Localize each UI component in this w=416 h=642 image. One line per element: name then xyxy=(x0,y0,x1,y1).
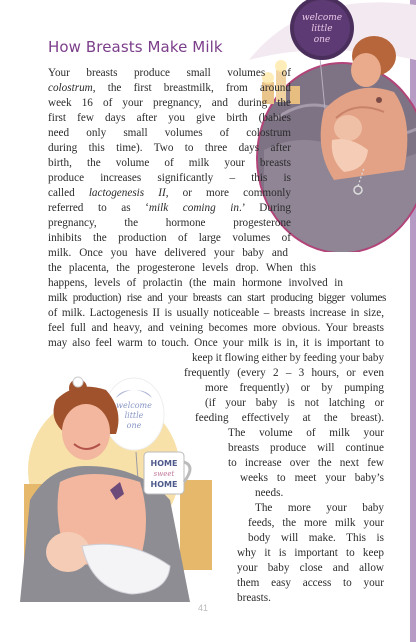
text-run: referred to as ‘ xyxy=(48,202,149,214)
text-run: feeding effectively at the breast). xyxy=(195,412,384,424)
body-line xyxy=(228,426,384,441)
text-run: birth, the volume of milk your breasts xyxy=(48,157,291,169)
text-run: the placenta, the progesterone levels drop. When this xyxy=(48,262,316,274)
mug-text-line1: HOME xyxy=(150,459,178,468)
balloon-bottom-text-line1: welcome xyxy=(116,401,152,410)
text-run: frequently (every 2 – 3 hours, or even xyxy=(184,367,384,379)
body-line xyxy=(48,306,384,321)
text-run: milk production) rise and your breasts can start producing bigger volumes xyxy=(48,292,386,304)
body-line xyxy=(255,501,384,516)
body-line xyxy=(205,381,384,396)
text-run: them easy access to your xyxy=(237,577,384,589)
home-sweet-home-mug xyxy=(144,452,190,494)
body-line xyxy=(48,201,291,216)
text-run: , the first breastmilk, from around xyxy=(92,82,291,94)
text-run: week 16 of your pregnancy, and during the xyxy=(48,97,291,109)
body-line xyxy=(48,231,291,246)
text-run: breasts produce will continue xyxy=(228,442,384,454)
text-run: needs. xyxy=(255,487,284,499)
body-line xyxy=(48,171,291,186)
body-line xyxy=(48,261,316,276)
body-line xyxy=(228,456,384,471)
text-run: feeds, the more milk your xyxy=(248,517,384,529)
italic-term: lactogenesis II xyxy=(88,187,166,199)
body-line xyxy=(195,411,384,426)
text-run: keep it flowing either by feeding your baby xyxy=(192,352,384,364)
body-line xyxy=(248,516,384,531)
text-run: body will make. This is xyxy=(248,532,384,544)
text-run: more frequently) or by pumping xyxy=(205,382,384,394)
balloon-text-line3: one xyxy=(313,35,331,45)
body-line xyxy=(228,441,384,456)
balloon-bottom-text-line3: one xyxy=(126,421,142,430)
mug-text-line2: sweet xyxy=(153,470,175,478)
text-run: The volume of milk your xyxy=(228,427,384,439)
body-line xyxy=(255,486,283,501)
body-line xyxy=(48,216,291,231)
italic-term: colostrum xyxy=(48,82,93,94)
text-run: to increase over the next few xyxy=(228,457,384,469)
text-run: feel full and heavy, and veining becomes more obvious. Your breasts xyxy=(48,322,384,334)
body-line xyxy=(48,111,291,126)
body-line xyxy=(237,576,384,591)
body-line xyxy=(48,186,291,201)
text-run: produce increases significantly – this is xyxy=(48,172,291,184)
text-run: may also feel warm to touch. Once your milk is in, it is important to xyxy=(48,337,384,349)
body-line xyxy=(205,396,384,411)
body-line xyxy=(237,561,384,576)
body-line xyxy=(48,96,291,111)
body-line xyxy=(184,366,384,381)
body-line xyxy=(240,471,384,486)
page-number: 41 xyxy=(198,603,209,613)
breastfeeding-illustration xyxy=(20,370,220,610)
text-run: happens, levels of prolactin (the main hormone involved in xyxy=(48,277,343,289)
body-line xyxy=(48,66,291,81)
body-line xyxy=(192,351,384,366)
text-run: your baby close and allow xyxy=(237,562,384,574)
body-line xyxy=(237,591,271,606)
body-line xyxy=(248,531,384,546)
text-run: need only small volumes of colostrum xyxy=(48,127,291,139)
text-run: Your breasts produce small volumes of xyxy=(48,67,291,79)
text-run: .’ During xyxy=(239,202,291,214)
text-run: breasts. xyxy=(237,592,271,604)
body-line xyxy=(48,156,291,171)
mug-text-line3: HOME xyxy=(150,480,178,489)
text-run: pregnancy, the hormone progesterone xyxy=(48,217,291,229)
text-run: milk. Once you have delivered your baby and xyxy=(48,247,288,259)
text-run: weeks to meet your baby’s xyxy=(240,472,384,484)
text-run: (if your baby is not latching or xyxy=(205,397,384,409)
page-heading: How Breasts Make Milk xyxy=(48,38,223,56)
body-line xyxy=(48,321,384,336)
body-line xyxy=(237,546,384,561)
text-run: The more your baby xyxy=(255,502,384,514)
text-run: of milk. Lactogenesis II is usually noticeable – breasts increase in size, xyxy=(48,307,384,319)
balloon-bottom-text-line2: little xyxy=(124,411,144,420)
body-line xyxy=(48,276,343,291)
balloon-text-line1: welcome xyxy=(301,13,343,23)
text-run: called xyxy=(48,187,89,199)
body-line xyxy=(48,336,384,351)
body-line xyxy=(48,81,291,96)
body-line xyxy=(48,126,291,141)
text-run: during this time). Two to three days after xyxy=(48,142,291,154)
body-line xyxy=(48,291,386,306)
italic-term: milk coming in xyxy=(148,202,240,214)
text-run: inhibits the production of large volumes of xyxy=(48,232,291,244)
text-run: , or more commonly xyxy=(165,187,291,199)
text-run: first few days after you give birth (babies xyxy=(48,112,291,124)
body-line xyxy=(48,141,291,156)
text-run: why it is important to keep xyxy=(237,547,384,559)
body-line xyxy=(48,246,288,261)
balloon-text-line2: little xyxy=(311,24,333,34)
